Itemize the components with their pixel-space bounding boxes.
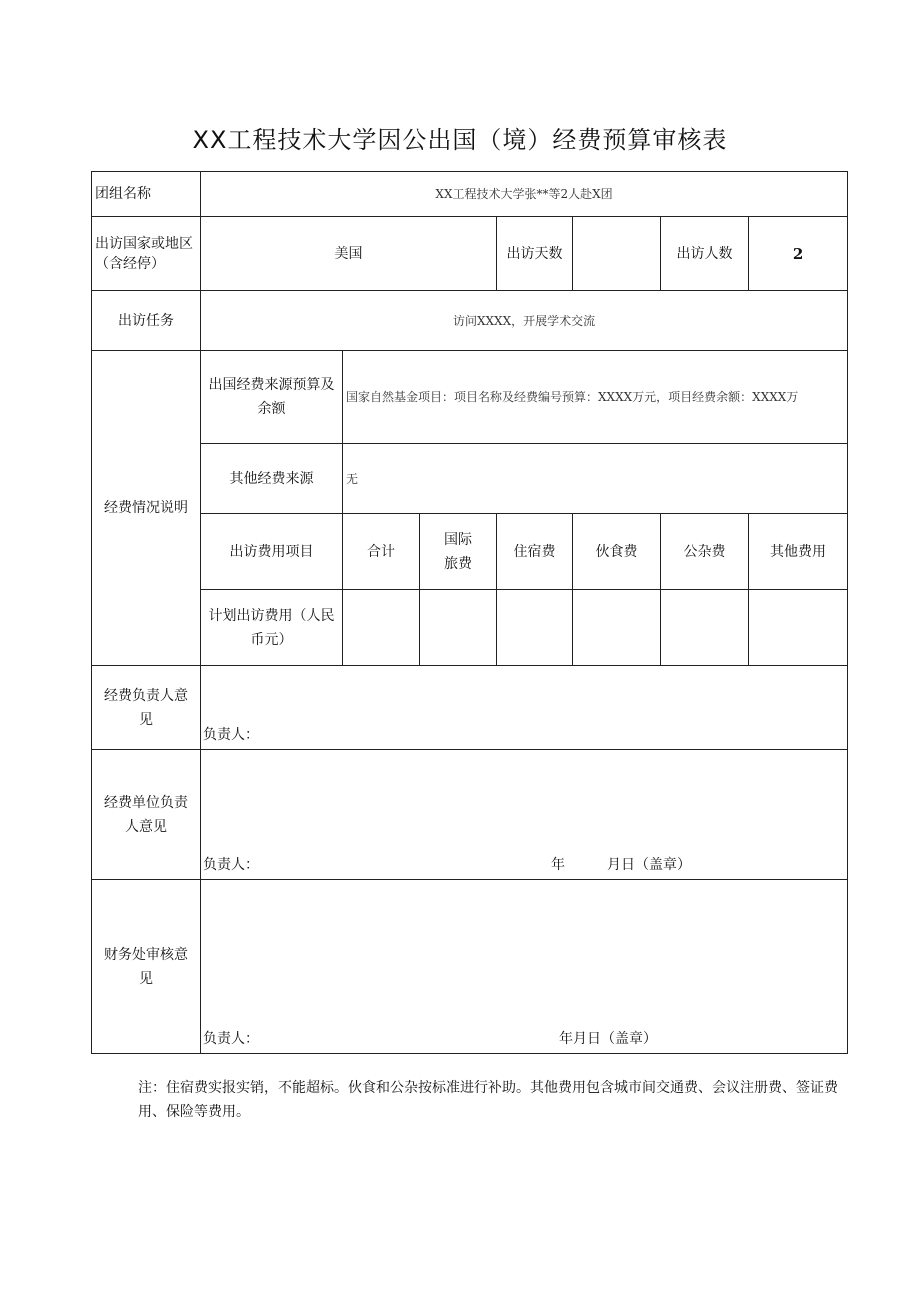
col-other: 其他费用 [749,514,848,590]
budget-review-table [91,171,848,1054]
row-opinion-2 [92,750,848,880]
row-budget [92,351,848,444]
col-total: 合计 [343,514,420,590]
row-other-source [92,444,848,514]
opinion1-signer: 负责人： [203,727,259,743]
country-label: 出访国家或地区（含经停） [92,217,201,291]
people-value[interactable]: 2 [749,217,848,291]
planned-food-cell[interactable] [573,590,661,666]
group-name-label: 团组名称 [92,172,201,217]
row-opinion-1 [92,666,848,750]
planned-lodging-cell[interactable] [497,590,573,666]
footnote: 注：住宿费实报实销，不能超标。伙食和公杂按标准进行补助。其他费用包含城市间交通费、会议注册费、签证费用、保险等费用。 [138,1080,838,1120]
other-source-value[interactable]: 无 [343,444,848,514]
budget-value[interactable]: 国家自然基金项目：项目名称及经费编号预算：XXXX万元，项目经费余额：XXXX万 [343,351,848,444]
planned-other-cell[interactable] [749,590,848,666]
opinion2-area[interactable] [201,750,848,880]
expense-item-label: 出访费用项目 [201,514,343,590]
people-label: 出访人数 [661,217,749,291]
opinion3-area[interactable] [201,880,848,1054]
planned-total-cell[interactable] [343,590,420,666]
funding-label: 经费情况说明 [92,351,201,666]
row-expense-headers [92,514,848,590]
days-value[interactable] [573,217,661,291]
country-value[interactable]: 美国 [201,217,497,291]
task-label: 出访任务 [92,291,201,351]
row-group-name [92,172,848,217]
budget-label: 出国经费来源预算及余额 [201,351,343,444]
opinion3-signer: 负责人： [203,1031,259,1047]
group-name-value[interactable]: XX工程技术大学张**等2人赴X团 [201,172,848,217]
other-source-label: 其他经费来源 [201,444,343,514]
row-country [92,217,848,291]
task-value[interactable]: 访问XXXX，开展学术交流 [201,291,848,351]
days-label: 出访天数 [497,217,573,291]
row-opinion-3 [92,880,848,1054]
col-food: 伙食费 [573,514,661,590]
row-task [92,291,848,351]
col-misc: 公杂费 [661,514,749,590]
page-title: XX工程技术大学因公出国（境）经费预算审核表 [192,126,728,154]
planned-label: 计划出访费用（人民币元） [201,590,343,666]
col-travel: 国际旅费 [420,514,497,590]
opinion1-label: 经费负责人意见 [92,666,201,750]
opinion2-signer: 负责人： [203,857,259,873]
opinion2-label: 经费单位负责人意见 [92,750,201,880]
opinion2-date: 年 月日（盖章） [551,857,691,873]
planned-misc-cell[interactable] [661,590,749,666]
planned-travel-cell[interactable] [420,590,497,666]
opinion1-area[interactable] [201,666,848,750]
opinion3-date: 年月日（盖章） [559,1031,657,1047]
row-planned-expense [92,590,848,666]
col-lodging: 住宿费 [497,514,573,590]
opinion3-label: 财务处审核意见 [92,880,201,1054]
